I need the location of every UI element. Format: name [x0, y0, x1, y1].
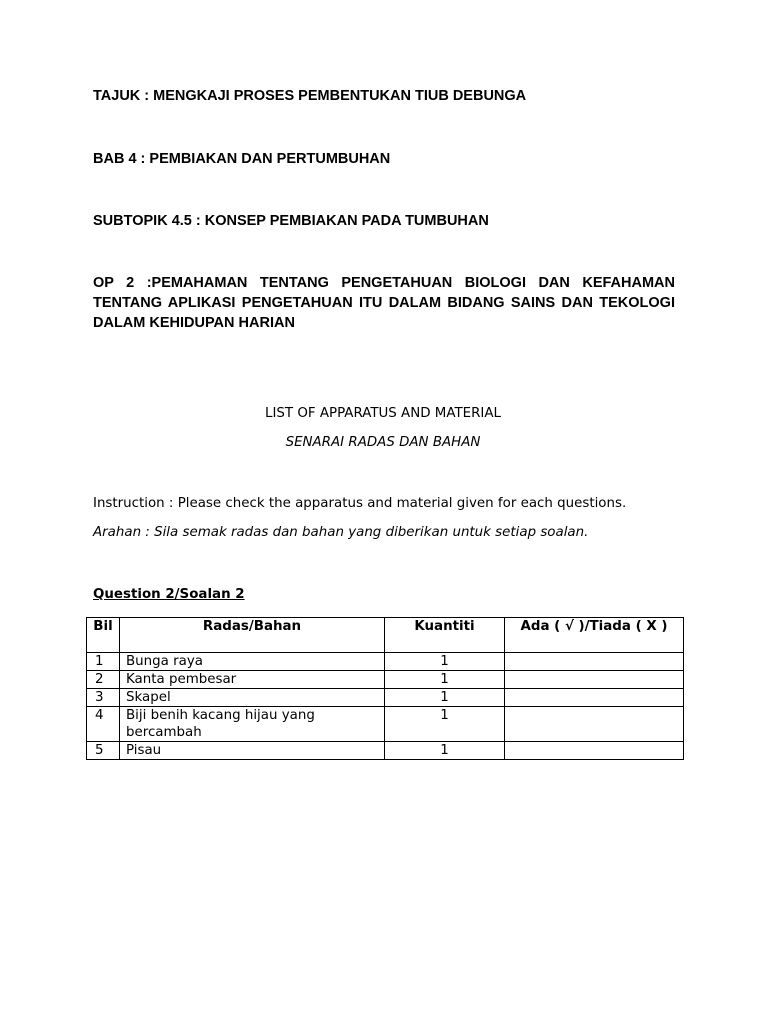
row-item: Pisau [120, 742, 385, 760]
header-ada-tiada: Ada ( √ )/Tiada ( X ) [505, 618, 684, 653]
row-qty: 1 [385, 653, 505, 671]
table-row [87, 742, 684, 760]
header-radas-bahan: Radas/Bahan [120, 618, 385, 653]
header-kuantiti: Kuantiti [385, 618, 505, 653]
learning-outcome-heading: OP 2 :PEMAHAMAN TENTANG PENGETAHUAN BIOLOGI DAN KEFAHAMAN TENTANG APLIKASI PENGETAHUAN ITU DALAM BIDANG SAINS DAN TEKOLOGI DALAM KEHIDUPAN HARIAN [93, 275, 675, 331]
row-check-cell[interactable] [505, 689, 684, 707]
row-qty: 1 [385, 742, 505, 760]
list-title-malay: SENARAI RADAS DAN BAHAN [285, 435, 481, 450]
header-bil: Bil [87, 618, 120, 653]
row-qty: 1 [385, 689, 505, 707]
table-row [87, 653, 684, 671]
row-check-cell[interactable] [505, 671, 684, 689]
instruction-english: Instruction : Please check the apparatus and material given for each questions. [93, 496, 627, 511]
row-bil: 5 [87, 742, 120, 760]
row-check-cell[interactable] [505, 653, 684, 671]
table-row [87, 671, 684, 689]
row-item: Kanta pembesar [120, 671, 385, 689]
instruction-malay: Arahan : Sila semak radas dan bahan yang diberikan untuk setiap soalan. [93, 525, 589, 540]
row-check-cell[interactable] [505, 707, 684, 742]
chapter-heading: BAB 4 : PEMBIAKAN DAN PERTUMBUHAN [93, 151, 391, 167]
question-title: Question 2/Soalan 2 [93, 587, 245, 602]
title-tajuk: TAJUK : MENGKAJI PROSES PEMBENTUKAN TIUB DEBUNGA [93, 88, 527, 104]
subtopic-heading: SUBTOPIK 4.5 : KONSEP PEMBIAKAN PADA TUMBUHAN [93, 213, 489, 229]
row-item: Bunga raya [120, 653, 385, 671]
row-qty: 1 [385, 671, 505, 689]
row-item: Biji benih kacang hijau yang bercambah [120, 707, 385, 742]
row-bil: 3 [87, 689, 120, 707]
row-bil: 4 [87, 707, 120, 742]
table-row [87, 689, 684, 707]
list-title-english: LIST OF APPARATUS AND MATERIAL [264, 406, 501, 421]
row-qty: 1 [385, 707, 505, 742]
row-bil: 2 [87, 671, 120, 689]
table-row [87, 707, 684, 742]
table-header-row [87, 618, 684, 653]
row-check-cell[interactable] [505, 742, 684, 760]
row-bil: 1 [87, 653, 120, 671]
apparatus-table [86, 617, 684, 760]
row-item: Skapel [120, 689, 385, 707]
